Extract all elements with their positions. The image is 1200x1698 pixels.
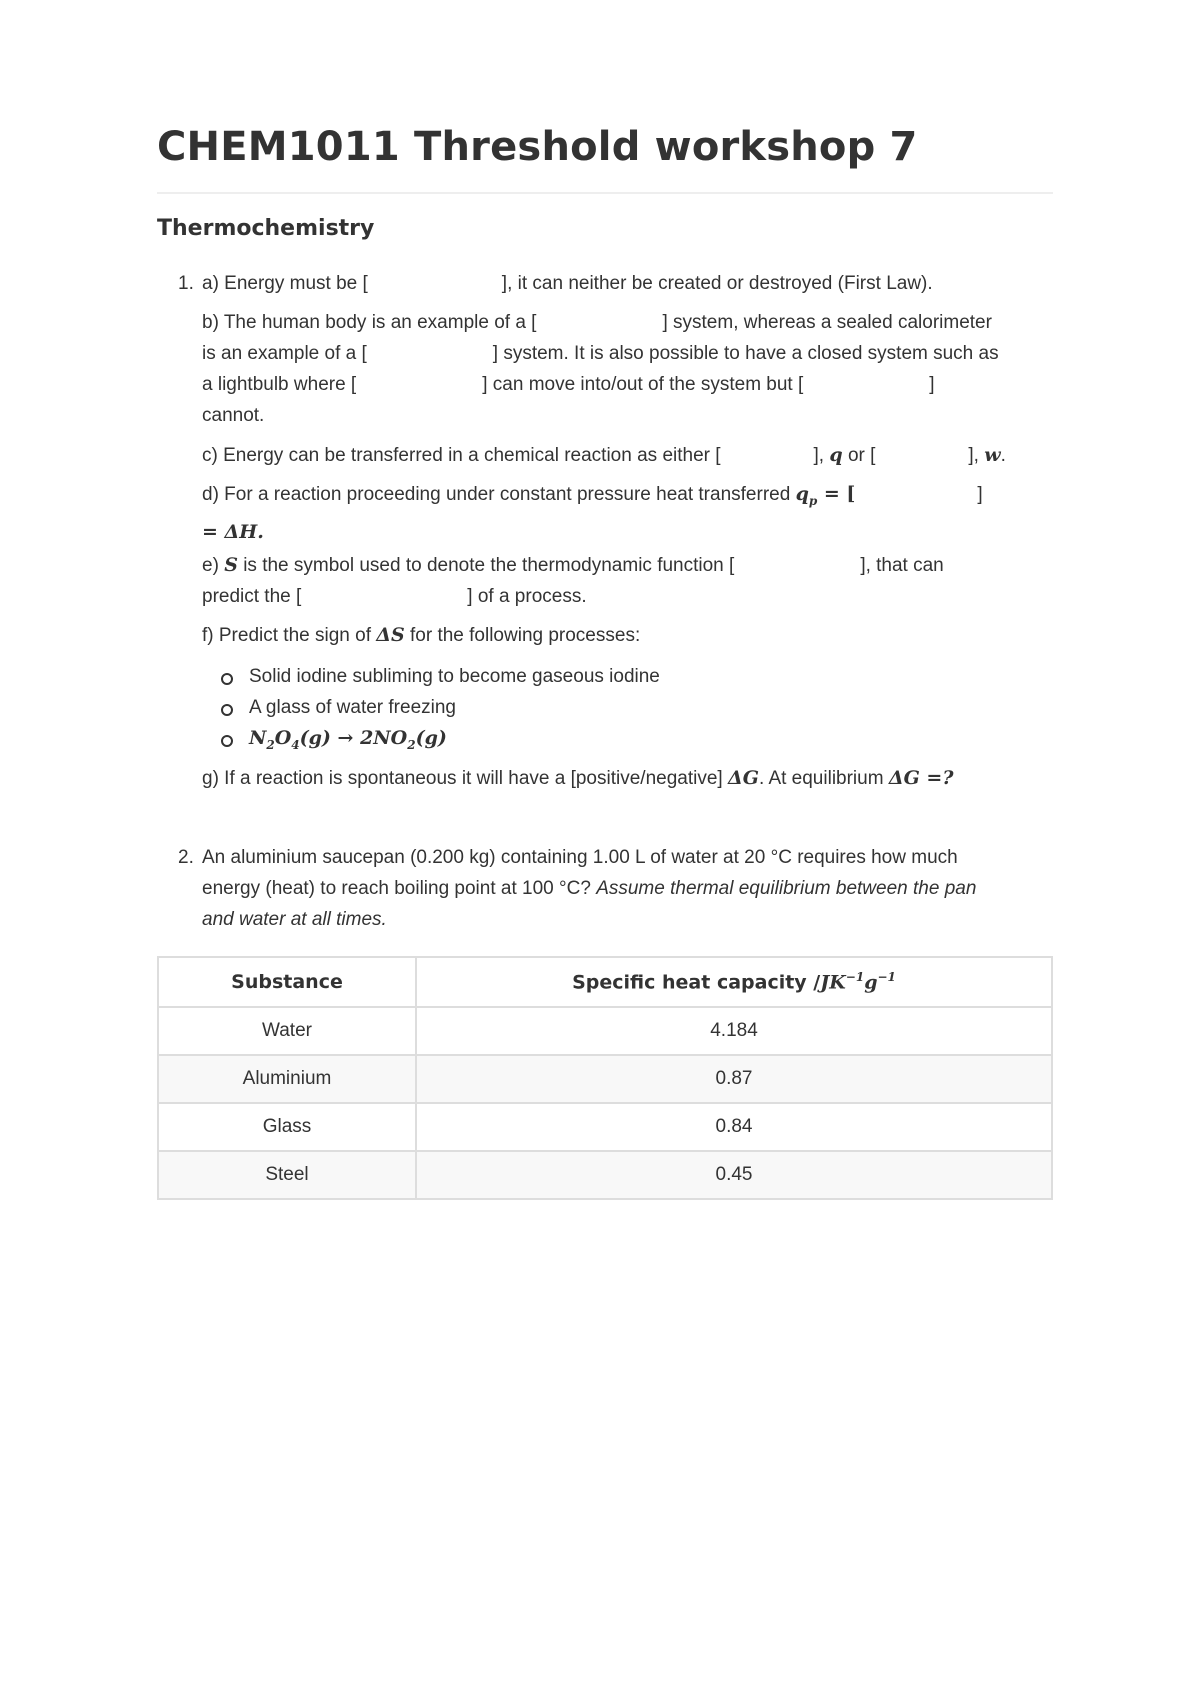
question-2-number: 2. <box>178 847 194 868</box>
question-2: An aluminium saucepan (0.200 kg) containing 1.00 L of water at 20 °C requires how much energy (heat) to reach boiling point at 100 °C? Assume thermal equilibrium between the pan and water at all times. <box>202 847 977 930</box>
bullet-icon <box>221 673 233 685</box>
table-row <box>158 1103 1052 1151</box>
cell-value: 0.84 <box>416 1103 1052 1151</box>
cell-value: 0.45 <box>416 1151 1052 1199</box>
process-item-1: Solid iodine subliming to become gaseous iodine <box>249 666 660 687</box>
question-1a: a) Energy must be [ ], it can neither be created or destroyed (First Law). <box>202 273 933 294</box>
process-item-3-reaction: $N_2O_4(g) \to 2NO_2(g)$ <box>249 727 447 752</box>
cell-substance: Water <box>158 1007 416 1055</box>
question-1f: f) Predict the sign of ΔS for the following processes: <box>202 624 641 646</box>
cell-value: 0.87 <box>416 1055 1052 1103</box>
title-divider <box>157 192 1053 194</box>
question-1g: g) If a reaction is spontaneous it will have a [positive/negative] ΔG. At equilibrium ΔG =? <box>202 767 954 789</box>
cell-substance: Aluminium <box>158 1055 416 1103</box>
cell-value: 4.184 <box>416 1007 1052 1055</box>
bullet-icon <box>221 735 233 747</box>
table-header-row <box>158 957 1052 1007</box>
cell-substance: Glass <box>158 1103 416 1151</box>
page-title: CHEM1011 Threshold workshop 7 <box>157 124 918 170</box>
question-1-number: 1. <box>178 273 194 294</box>
table-row <box>158 1007 1052 1055</box>
table-row <box>158 1055 1052 1103</box>
header-substance: Substance <box>158 957 416 1007</box>
question-1c: c) Energy can be transferred in a chemical reaction as either [ ], q or [ ], w. <box>202 444 1006 466</box>
header-specific-heat: Specific heat capacity $/JK^{-1}g^{-1}$ <box>416 957 1052 1007</box>
bullet-icon <box>221 704 233 716</box>
heat-capacity-table <box>157 956 1053 1200</box>
section-heading: Thermochemistry <box>157 216 375 241</box>
cell-substance: Steel <box>158 1151 416 1199</box>
question-1e: e) S is the symbol used to denote the thermodynamic function [ ], that can predict the [ ] of a process. <box>202 554 944 607</box>
table-row <box>158 1151 1052 1199</box>
question-1b: b) The human body is an example of a [ ] system, whereas a sealed calorimeter is an example of a [ ] system. It is also possible to have a closed system such as a lightbulb where [ ] can move into/out of the system but [ ] cannot. <box>202 312 999 426</box>
question-1d: d) For a reaction proceeding under constant pressure heat transferred $q_p$ = [ ] = ΔH. <box>202 483 983 543</box>
process-item-2: A glass of water freezing <box>249 697 456 718</box>
